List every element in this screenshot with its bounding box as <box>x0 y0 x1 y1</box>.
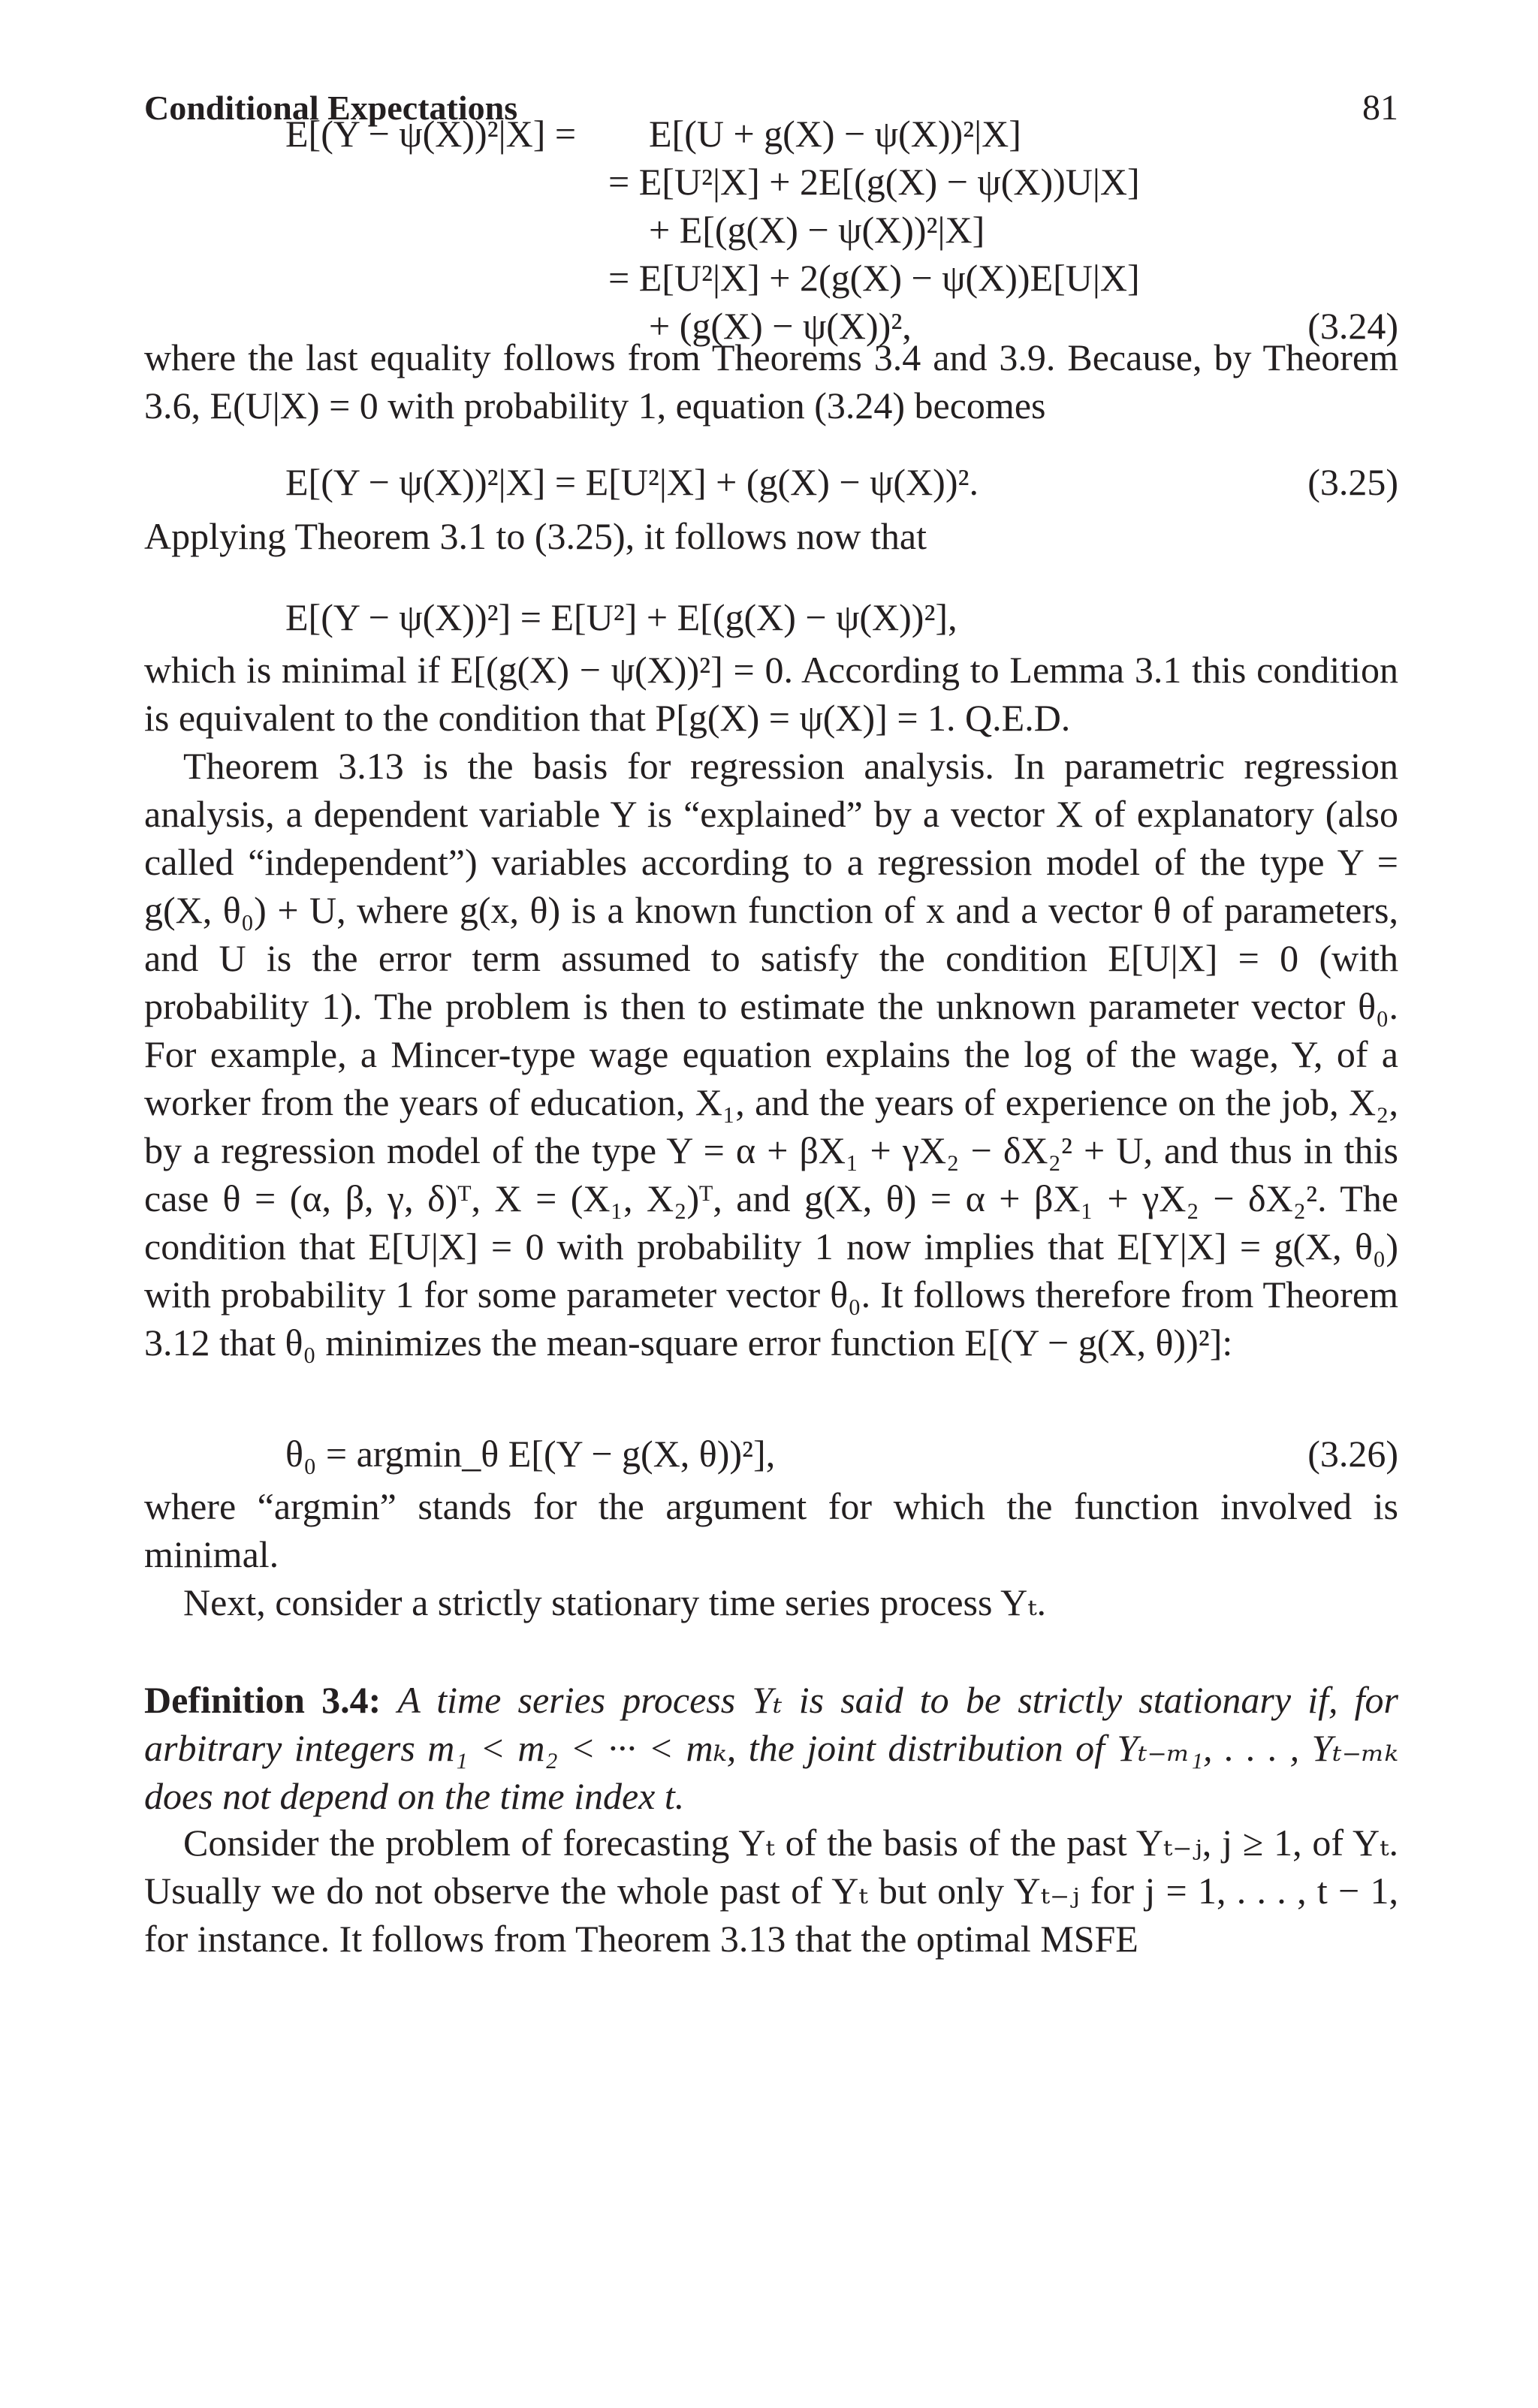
paragraph-4: Theorem 3.13 is the basis for regression analysis. In parametric regression analysis, a dependent variable Y is “explained” by a vector X of explanatory (also called “independent”) variables according to a regression model of the type Y = g(X, θ₀) + U, where g(x, θ) is a known function of x and a vector θ of parameters, and U is the error term assumed to satisfy the condition E[U|X] = 0 (with probability 1). The problem is then to estimate the unknown parameter vector θ₀. For example, a Mincer-type wage equation explains the log of the wage, Y, of a worker from the years of education, X₁, and the years of experience on the job, X₂, by a regression model of the type Y = α + βX₁ + γX₂ − δX₂² + U, and thus in this case θ = (α, β, γ, δ)ᵀ, X = (X₁, X₂)ᵀ, and g(X, θ) = α + βX₁ + γX₂ − δX₂². The condition that E[U|X] = 0 with probability 1 now implies that E[Y|X] = g(X, θ₀) with probability 1 for some parameter vector θ₀. It follows therefore from Theorem 3.12 that θ₀ minimizes the mean-square error function E[(Y − g(X, θ))²]: <box>144 745 1398 1364</box>
definition-heading: Definition 3.4: <box>144 1679 381 1721</box>
equation-number: (3.26) <box>1307 1433 1398 1475</box>
definition-3-4 <box>144 1676 1398 1820</box>
equation-rhs: + (g(X) − ψ(X))², <box>649 305 912 347</box>
equation-rhs: = E[U²|X] + 2(g(X) − ψ(X))E[U|X] <box>608 257 1140 299</box>
equation-3-24-line-3 <box>144 206 1398 254</box>
equation-rhs: = E[U²|X] + 2E[(g(X) − ψ(X))U|X] <box>608 161 1140 203</box>
equation-body: E[(Y − ψ(X))²|X] = E[U²|X] + (g(X) − ψ(X))². <box>285 461 979 503</box>
paragraph-7: Consider the problem of forecasting Yₜ of the basis of the past Yₜ₋ⱼ, j ≥ 1, of Yₜ. Usually we do not observe the whole past of Yₜ but only Yₜ₋ⱼ for j = 1, . . . , t − 1, for instance. It follows from Theorem 3.13 that the optimal MSFE <box>144 1822 1398 1960</box>
equation-3-26 <box>144 1430 1398 1478</box>
equation-body: E[(Y − ψ(X))²] = E[U²] + E[(g(X) − ψ(X))²], <box>285 596 957 638</box>
equation-3-25 <box>144 458 1398 506</box>
equation-lhs: E[(Y − ψ(X))²|X] = <box>285 113 577 155</box>
paragraph-3: which is minimal if E[(g(X) − ψ(X))²] = 0. According to Lemma 3.1 this condition is equivalent to the condition that P[g(X) = ψ(X)] = 1. Q.E.D. <box>144 649 1398 739</box>
equation-body: θ₀ = argmin_θ E[(Y − g(X, θ))²], <box>285 1433 776 1475</box>
paragraph-5: where “argmin” stands for the argument for which the function involved is minimal. <box>144 1485 1398 1575</box>
equation-rhs: E[(U + g(X) − ψ(X))²|X] <box>649 113 1021 155</box>
equation-3-24-line-2 <box>144 158 1398 206</box>
equation-number: (3.24) <box>1307 305 1398 347</box>
paragraph-6: Next, consider a strictly stationary time series process Yₜ. <box>183 1581 1047 1623</box>
equation-unnumbered <box>144 593 1398 641</box>
equation-rhs: + E[(g(X) − ψ(X))²|X] <box>649 209 985 251</box>
paragraph-1: where the last equality follows from Theorems 3.4 and 3.9. Because, by Theorem 3.6, E(U|X) = 0 with probability 1, equation (3.24) becomes <box>144 336 1398 426</box>
equation-number: (3.25) <box>1307 461 1398 503</box>
page-number: 81 <box>1362 88 1398 128</box>
running-head: Conditional Expectations <box>144 89 518 127</box>
equation-3-24-line-1 <box>144 110 1398 158</box>
definition-body: A time series process Yₜ is said to be strictly stationary if, for arbitrary integers m₁ < m₂ < ··· < mₖ, the joint distribution of Yₜ₋ₘ₁, . . . , Yₜ₋ₘₖ does not depend on the time index t. <box>144 1679 1399 1817</box>
paragraph-2: Applying Theorem 3.1 to (3.25), it follows now that <box>144 515 927 557</box>
equation-3-24-line-4 <box>144 254 1398 302</box>
